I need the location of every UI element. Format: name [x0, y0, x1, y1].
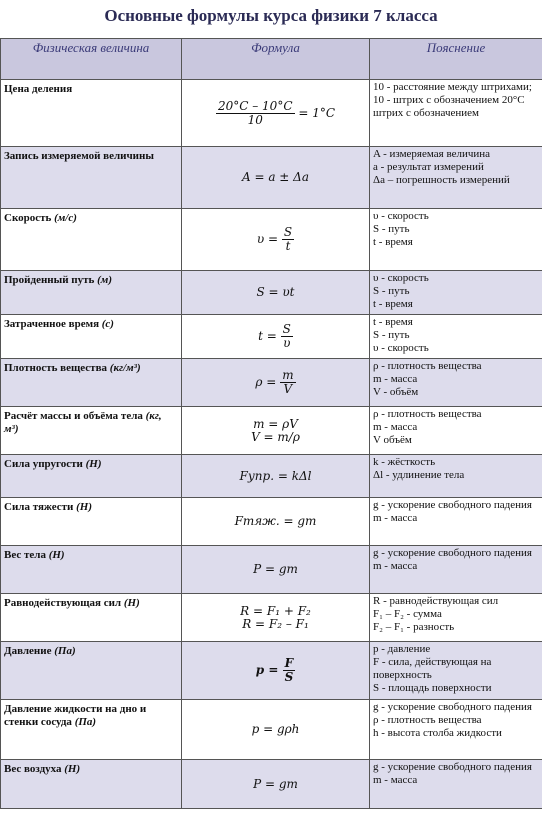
quantity-cell	[1, 271, 182, 315]
header-formula: Формула	[182, 39, 370, 80]
formula-denominator: S	[284, 670, 294, 684]
formula-text: A = a ± Δa	[241, 170, 309, 184]
page-title: Основные формулы курса физики 7 класса	[104, 6, 438, 25]
formula-numerator: m	[282, 368, 294, 382]
quantity-unit: (кг/м³)	[109, 362, 141, 374]
explanation-line: p - давление	[373, 643, 431, 655]
header-quantity: Физическая величина	[1, 39, 182, 80]
explanation-cell	[370, 407, 542, 455]
formula-cell	[182, 760, 370, 809]
table-header-row	[1, 39, 542, 80]
quantity-name: Скорость	[4, 212, 52, 224]
explanation-line: g - ускорение свободного падения	[373, 701, 532, 713]
explanation-line: S - путь	[373, 329, 410, 341]
explanation-cell	[370, 80, 542, 147]
explanation-line: g - ускорение свободного падения	[373, 499, 532, 511]
explanation-cell	[370, 594, 542, 642]
explanation-line: υ - скорость	[373, 342, 429, 354]
formula-tail: = 1°С	[298, 105, 336, 120]
formula-numerator: F	[283, 657, 296, 671]
formula-cell	[182, 80, 370, 147]
formula-cell	[182, 642, 370, 700]
explanation-line: g - ускорение свободного падения	[373, 761, 532, 773]
formula-fraction	[281, 323, 293, 350]
explanation-cell	[370, 546, 542, 594]
explanation-line: R - равнодействующая сил	[373, 595, 499, 607]
explanation-line: a - результат измерений	[373, 161, 484, 173]
explanation-cell	[370, 642, 542, 700]
explanation-line: F₁ – F₂ - сумма	[373, 608, 442, 620]
formula-cell	[182, 359, 370, 407]
formula-cell	[182, 271, 370, 315]
formula-cell	[182, 407, 370, 455]
formula-denominator: t	[285, 239, 291, 253]
table-row	[1, 760, 542, 809]
explanation-line: m - масса	[373, 512, 418, 524]
explanation-line: g - ускорение свободного падения	[373, 547, 532, 559]
table-row	[1, 407, 542, 455]
table-row	[1, 594, 542, 642]
quantity-name: Вес воздуха	[4, 763, 62, 775]
formula-text: p = gρh	[251, 722, 300, 736]
formula-text: P = gm	[253, 562, 298, 576]
explanation-cell	[370, 700, 542, 760]
quantity-unit: (кг, м³)	[4, 410, 162, 435]
table-row	[1, 315, 542, 359]
quantity-unit: (м)	[97, 274, 112, 286]
formula-cell	[182, 147, 370, 209]
header-explanation: Пояснение	[370, 39, 542, 80]
formula-numerator: S	[283, 225, 293, 239]
quantity-cell	[1, 209, 182, 271]
explanation-cell	[370, 147, 542, 209]
formula-cell	[182, 455, 370, 498]
explanation-cell	[370, 315, 542, 359]
formula-text: R = F₁ + F₂	[240, 603, 311, 618]
quantity-unit: (Н)	[85, 458, 102, 470]
explanation-line: S - площадь поверхности	[373, 682, 492, 694]
explanation-line: t - время	[373, 236, 413, 248]
explanation-cell	[370, 271, 542, 315]
quantity-cell	[1, 455, 182, 498]
explanation-line: h - высота столба жидкости	[373, 727, 502, 739]
explanation-line: m - масса	[373, 774, 418, 786]
quantity-name: Равнодействующая сил	[4, 597, 122, 609]
explanation-line: Δa – погрешность измерений	[373, 174, 510, 186]
formula-lead: p =	[255, 663, 279, 677]
table-row	[1, 209, 542, 271]
quantity-unit: (Н)	[48, 549, 65, 561]
formula-fraction	[280, 369, 295, 396]
formula-text: P = gm	[253, 776, 298, 791]
quantity-cell	[1, 80, 182, 147]
formula-denominator: 10	[247, 112, 263, 127]
formula-text: m = ρV	[253, 416, 298, 431]
explanation-line: S - путь	[373, 285, 410, 297]
table-row	[1, 700, 542, 760]
explanation-line: 10 - расстояние между штрихами;	[373, 81, 532, 93]
quantity-cell	[1, 147, 182, 209]
quantity-cell	[1, 594, 182, 642]
table-row	[1, 455, 542, 498]
formula-lead: υ =	[256, 232, 279, 246]
quantity-name: Цена деления	[4, 83, 73, 95]
quantity-cell	[1, 359, 182, 407]
explanation-line: υ - скорость	[373, 272, 429, 284]
formula-text: Fтяж. = gm	[234, 514, 317, 528]
explanation-line: 10 - штрих с обозначением 20°С штрих с обозначением	[373, 94, 525, 119]
formula-lead: ρ =	[255, 375, 277, 389]
quantity-name: Запись измеряемой величины	[4, 150, 154, 162]
formula-fraction	[283, 657, 296, 684]
quantity-name: Давление жидкости на дно и стенки сосуда	[4, 703, 147, 728]
quantity-cell	[1, 700, 182, 760]
formula-cell	[182, 209, 370, 271]
explanation-cell	[370, 455, 542, 498]
quantity-name: Затраченное время	[4, 318, 100, 330]
explanation-line: ρ - плотность вещества	[373, 714, 482, 726]
quantity-unit: (Н)	[64, 763, 81, 775]
quantity-unit: (м/с)	[54, 212, 77, 224]
table-body	[1, 80, 542, 809]
quantity-unit: (Па)	[74, 716, 97, 728]
quantity-name: Давление	[4, 645, 52, 657]
table-row	[1, 147, 542, 209]
quantity-cell	[1, 760, 182, 809]
table-row	[1, 642, 542, 700]
formula-cell	[182, 700, 370, 760]
formula-cell	[182, 498, 370, 546]
formula-fraction	[282, 226, 294, 253]
explanation-line: F - сила, действующая на поверхность	[373, 656, 492, 681]
explanation-cell	[370, 359, 542, 407]
explanation-line: F₂ – F₁ - разность	[373, 621, 455, 633]
formula-numerator: 20°С – 10°С	[217, 98, 293, 113]
explanation-line: Δl - удлинение тела	[373, 469, 465, 481]
quantity-name: Расчёт массы и объёма тела	[4, 410, 143, 422]
table-row	[1, 271, 542, 315]
explanation-line: ρ - плотность вещества	[373, 408, 482, 420]
quantity-unit: (Па)	[54, 645, 76, 657]
quantity-unit: (с)	[101, 318, 114, 330]
formula-denominator: υ	[283, 336, 291, 350]
quantity-cell	[1, 315, 182, 359]
quantity-name: Пройденный путь	[4, 274, 95, 286]
formula-text: Fупр. = kΔl	[239, 468, 312, 483]
formula-lead: t =	[258, 329, 277, 343]
table-row	[1, 80, 542, 147]
formula-text-2: V = m/ρ	[251, 429, 300, 444]
explanation-line: ρ - плотность вещества	[373, 360, 482, 372]
formula-table	[0, 38, 542, 809]
explanation-cell	[370, 209, 542, 271]
explanation-cell	[370, 760, 542, 809]
formula-text-2: R = F₂ – F₁	[242, 616, 309, 631]
explanation-line: V - объём	[373, 386, 419, 398]
table-row	[1, 498, 542, 546]
quantity-cell	[1, 498, 182, 546]
quantity-cell	[1, 546, 182, 594]
quantity-name: Сила упругости	[4, 458, 83, 470]
quantity-unit: (Н)	[76, 501, 93, 513]
formula-text: S = υt	[256, 285, 295, 299]
formula-cell	[182, 594, 370, 642]
explanation-line: t - время	[373, 298, 413, 310]
explanation-line: m - масса	[373, 421, 418, 433]
quantity-cell	[1, 642, 182, 700]
explanation-line: V объём	[373, 434, 412, 446]
explanation-line: m - масса	[373, 373, 418, 385]
quantity-cell	[1, 407, 182, 455]
formula-denominator: V	[283, 382, 293, 396]
formula-cell	[182, 315, 370, 359]
quantity-name: Вес тела	[4, 549, 46, 561]
quantity-name: Плотность вещества	[4, 362, 108, 374]
explanation-line: k - жёсткость	[373, 456, 436, 468]
quantity-name: Сила тяжести	[4, 501, 74, 513]
explanation-line: υ - скорость	[373, 210, 429, 222]
table-row	[1, 546, 542, 594]
explanation-cell	[370, 498, 542, 546]
explanation-line: S - путь	[373, 223, 410, 235]
explanation-line: m - масса	[373, 560, 418, 572]
formula-numerator: S	[282, 322, 291, 336]
explanation-line: t - время	[373, 316, 413, 328]
table-row	[1, 359, 542, 407]
formula-fraction	[216, 100, 295, 127]
quantity-unit: (Н)	[123, 597, 140, 609]
formula-cell	[182, 546, 370, 594]
explanation-line: A - измеряемая величина	[373, 148, 491, 160]
